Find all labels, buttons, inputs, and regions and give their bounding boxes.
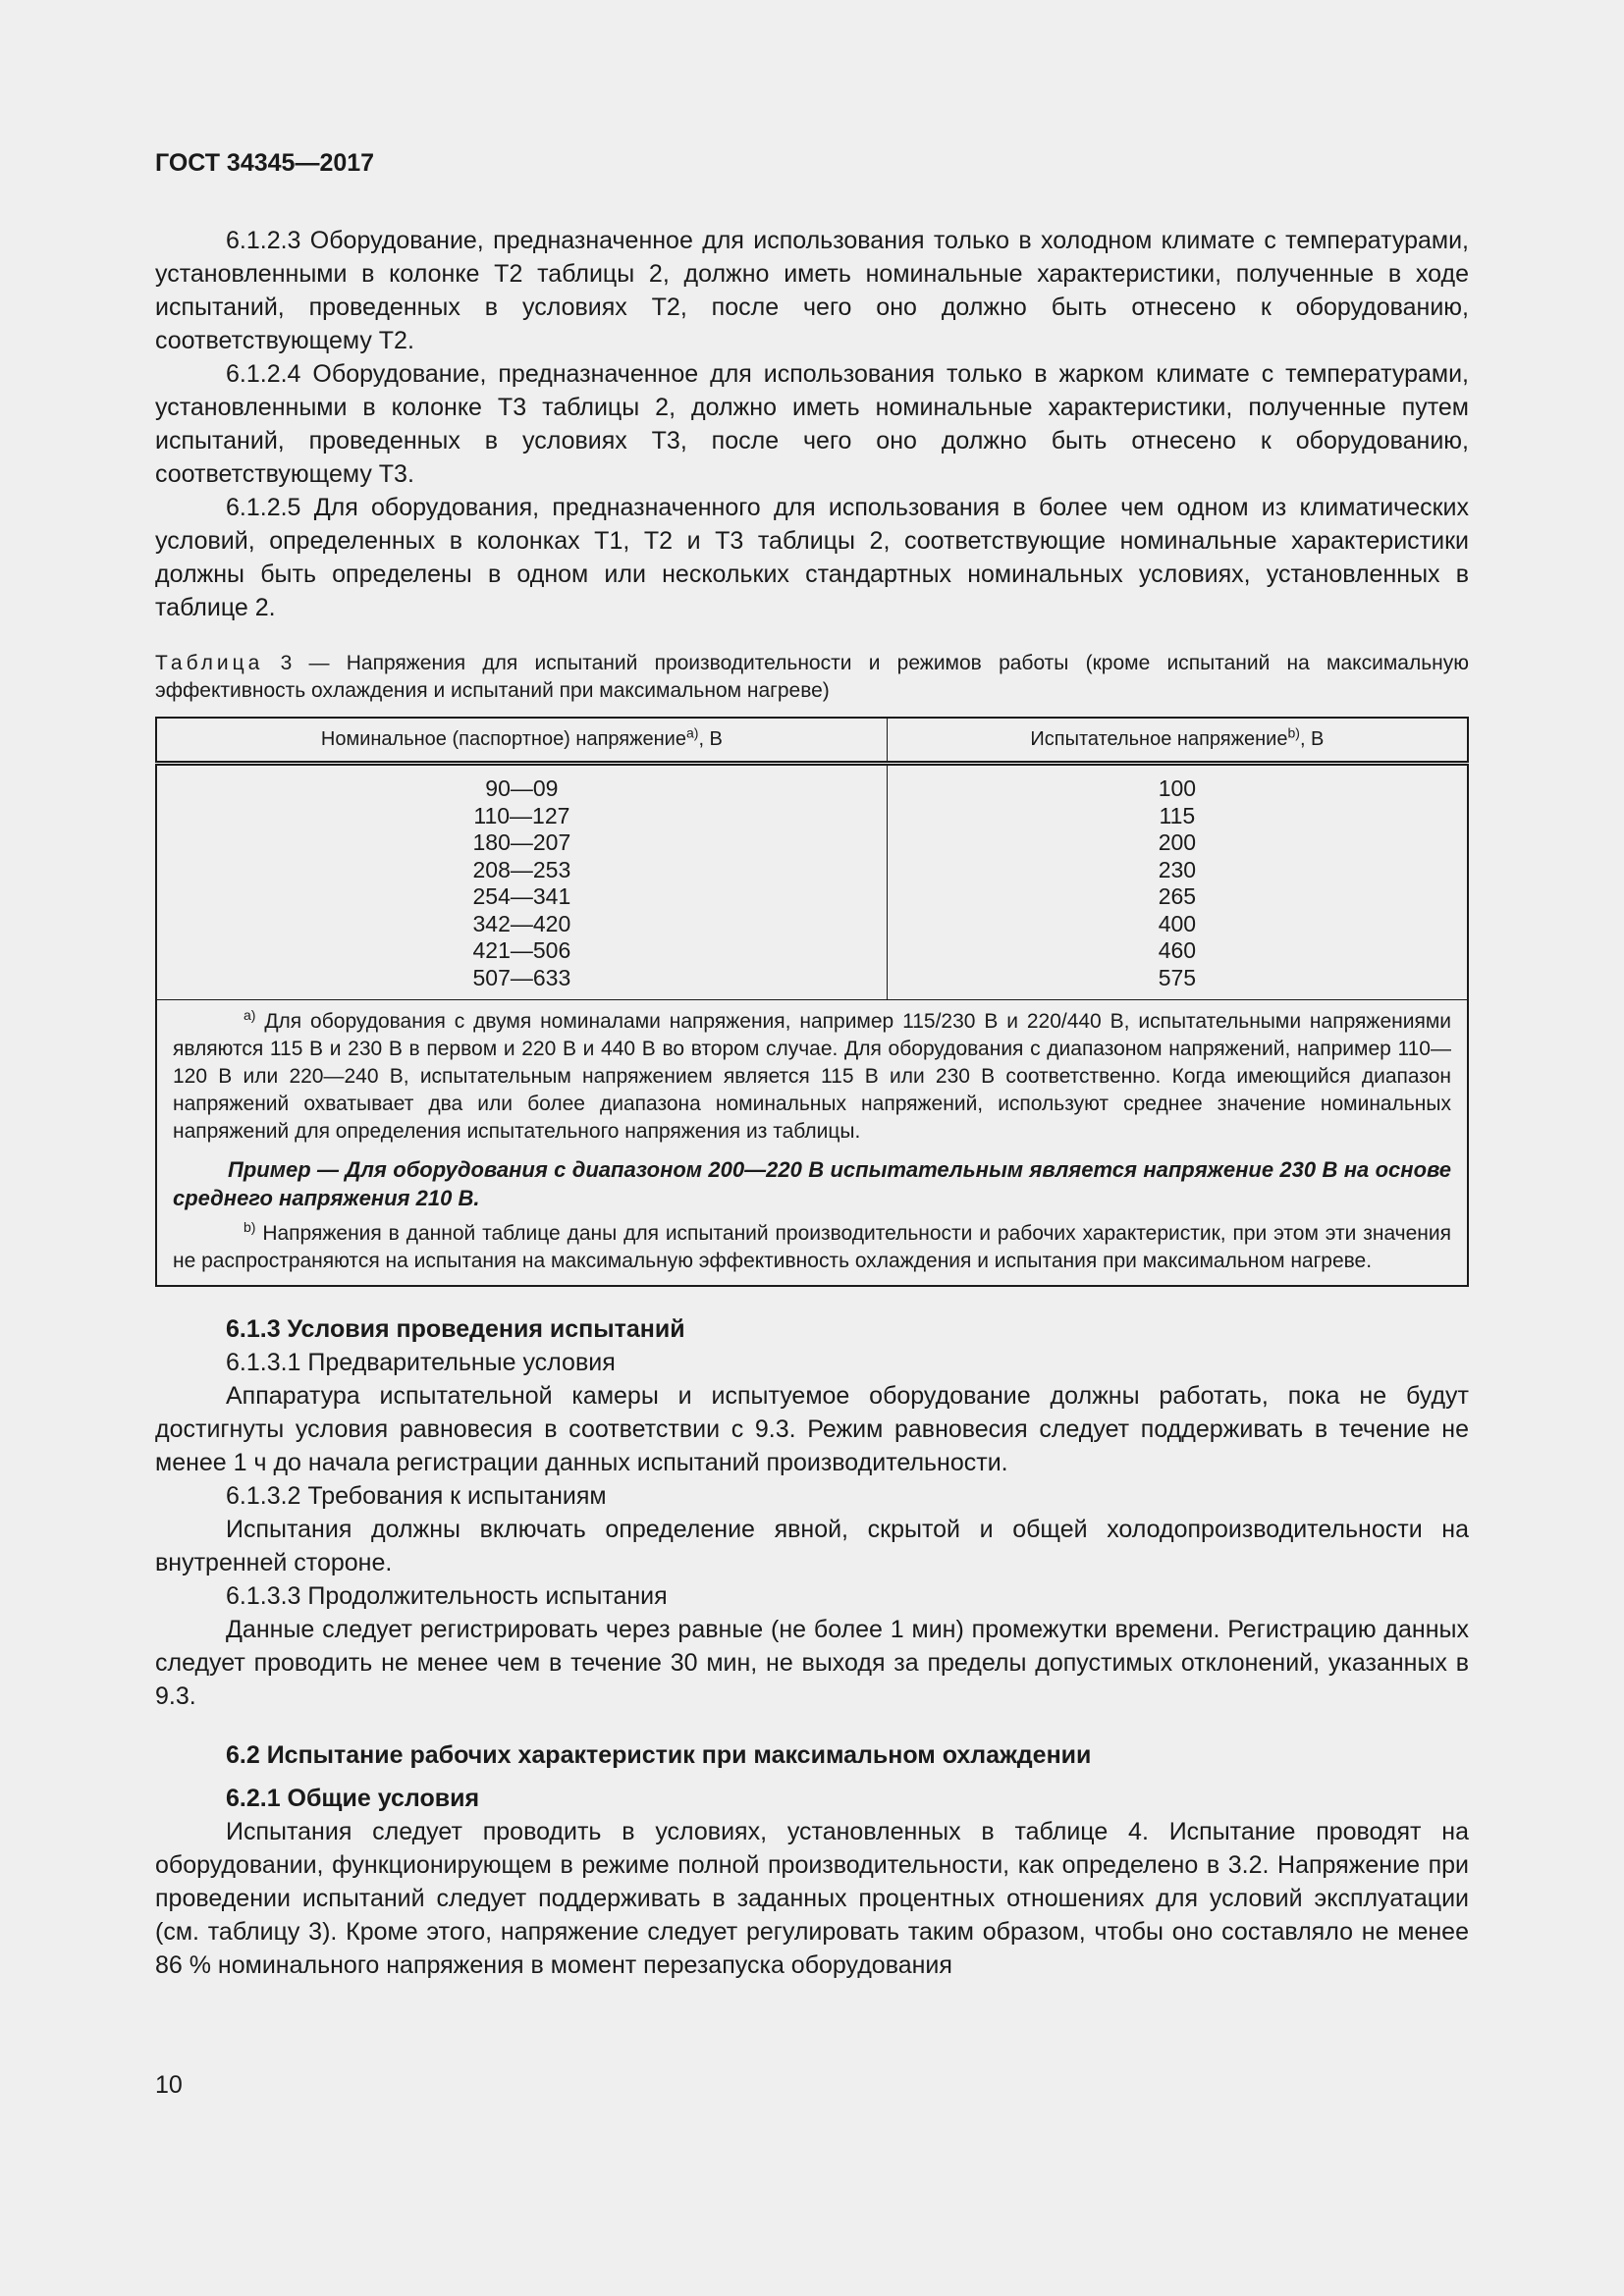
nominal-value: 90—09 bbox=[485, 775, 559, 801]
table-note-a: $^{а)}$ Для оборудования с двумя номиналами напряжения, например 115/230 В и 220/440 В, испытательными напряжениями являются 115 В и 230 В в первом и 220 В и 440 В во втором случае. Для оборудования с диапазоном напряжений, например 110—120 В или 220—240 В, испытательным напряжением является 115 В или 230 В соответственно. Когда имеющийся диапазон напряжений охватывает два или более диапазона номинальных напряжений, используют среднее значение номинальных напряжений для определения испытательного напряжения из таблицы. bbox=[173, 1007, 1451, 1143]
paragraph-6-1-2-3: 6.1.2.3 Оборудование, предназначенное для использования только в холодном климате с температурами, установленными в колонке Т2 таблицы 2, должно иметь номинальные характеристики, полученные в ходе испытаний, проведенных в условиях Т2, после чего оно должно быть отнесено к оборудованию, соответствующему Т2. bbox=[155, 227, 1469, 354]
test-value: 115 bbox=[1159, 802, 1196, 828]
subsection-6-1-3-3-text: Данные следует регистрировать через равные (не более 1 мин) промежутки времени. Регистрацию данных следует проводить не менее чем в течение 30 мин, не выходя за пределы допустимых отклонений, указанных в 9.3. bbox=[155, 1616, 1469, 1710]
table-notes bbox=[156, 1000, 1468, 1287]
subsection-6-1-3-1-title: 6.1.3.1 Предварительные условия bbox=[226, 1349, 616, 1376]
paragraph-6-1-2-4: 6.1.2.4 Оборудование, предназначенное для использования только в жарком климате с температурами, установленными в колонке Т3 таблицы 2, должно иметь номинальные характеристики, полученные путем испытаний, проведенных в условиях Т3, после чего оно должно быть отнесено к оборудованию, соответствующему Т3. bbox=[155, 360, 1469, 488]
table-caption bbox=[155, 650, 1469, 705]
subsection-6-2-1-title: 6.2.1 Общие условия bbox=[226, 1785, 480, 1812]
column-header-nominal: Номинальное (паспортное) напряжение$^{а)}$, В bbox=[156, 718, 887, 764]
subsection-6-1-3-2-title: 6.1.3.2 Требования к испытаниям bbox=[226, 1482, 607, 1510]
table-note-b: $^{b)}$ Напряжения в данной таблице даны для испытаний производительности и рабочих характеристик, при этом эти значения не распространяются на испытания на максимальную эффективность охлаждения и испытания при максимальном нагреве. bbox=[173, 1219, 1451, 1272]
test-value: 265 bbox=[1158, 883, 1197, 909]
test-voltage-cell bbox=[887, 764, 1468, 1000]
nominal-voltage-cell bbox=[156, 764, 887, 1000]
paragraph-6-1-2-5: 6.1.2.5 Для оборудования, предназначенного для использования в более чем одном из климатических условий, определенных в колонках Т1, Т2 и Т3 таблицы 2, соответствующие номинальные характеристики должны быть определены в одном или нескольких стандартных номинальных условиях, установленных в таблице 2. bbox=[155, 494, 1469, 621]
nominal-value: 507—633 bbox=[472, 964, 571, 990]
subsection-6-1-3-1-text: Аппаратура испытательной камеры и испытуемое оборудование должны работать, пока не будут достигнуты условия равновесия в соответствии с 9.3. Режим равновесия следует поддерживать в течение не менее 1 ч до начала регистрации данных испытаний производительности. bbox=[155, 1382, 1469, 1476]
subsection-6-2-1-text: Испытания следует проводить в условиях, установленных в таблице 4. Испытание проводят на оборудовании, функционирующем в режиме полной производительности, как определено в 3.2. Напряжение при проведении испытаний следует поддерживать в заданных процентных отношениях для условий эксплуатации (см. таблицу 3). Кроме этого, напряжение следует регулировать таким образом, чтобы оно составляло не менее 86 % номинального напряжения в момент перезапуска оборудования bbox=[155, 1818, 1469, 1979]
table-caption-label: Таблица bbox=[155, 652, 264, 674]
test-value: 100 bbox=[1158, 775, 1197, 801]
page-content bbox=[155, 224, 1469, 1982]
nominal-value: 421—506 bbox=[472, 937, 571, 963]
test-value: 230 bbox=[1158, 856, 1197, 882]
document-header: ГОСТ 34345—2017 bbox=[155, 149, 375, 177]
test-value: 575 bbox=[1158, 964, 1197, 990]
test-value: 460 bbox=[1158, 937, 1197, 963]
nominal-value: 180—207 bbox=[472, 829, 571, 855]
nominal-value: 208—253 bbox=[472, 856, 571, 882]
table-caption-text: 3 — Напряжения для испытаний производительности и режимов работы (кроме испытаний на максимальную эффективность охлаждения и испытаний при максимальном нагреве) bbox=[155, 652, 1469, 702]
nominal-value: 342—420 bbox=[472, 910, 571, 936]
page-number: 10 bbox=[155, 2071, 183, 2099]
test-value: 200 bbox=[1158, 829, 1197, 855]
voltage-table bbox=[155, 717, 1469, 1287]
section-6-2-title: 6.2 Испытание рабочих характеристик при максимальном охлаждении bbox=[226, 1741, 1092, 1769]
section-6-1-3-title: 6.1.3 Условия проведения испытаний bbox=[226, 1315, 685, 1343]
test-value: 400 bbox=[1158, 910, 1197, 936]
column-header-test: Испытательное напряжение$^{b)}$, В bbox=[887, 718, 1468, 764]
nominal-value: 110—127 bbox=[473, 802, 570, 828]
table-example: Пример — Для оборудования с диапазоном 200—220 В испытательным является напряжение 230 В на основе среднего напряжения 210 В. bbox=[173, 1157, 1451, 1210]
subsection-6-1-3-2-text: Испытания должны включать определение явной, скрытой и общей холодопроизводительности на внутренней стороне. bbox=[155, 1516, 1469, 1576]
nominal-value: 254—341 bbox=[472, 883, 571, 909]
subsection-6-1-3-3-title: 6.1.3.3 Продолжительность испытания bbox=[226, 1582, 668, 1610]
